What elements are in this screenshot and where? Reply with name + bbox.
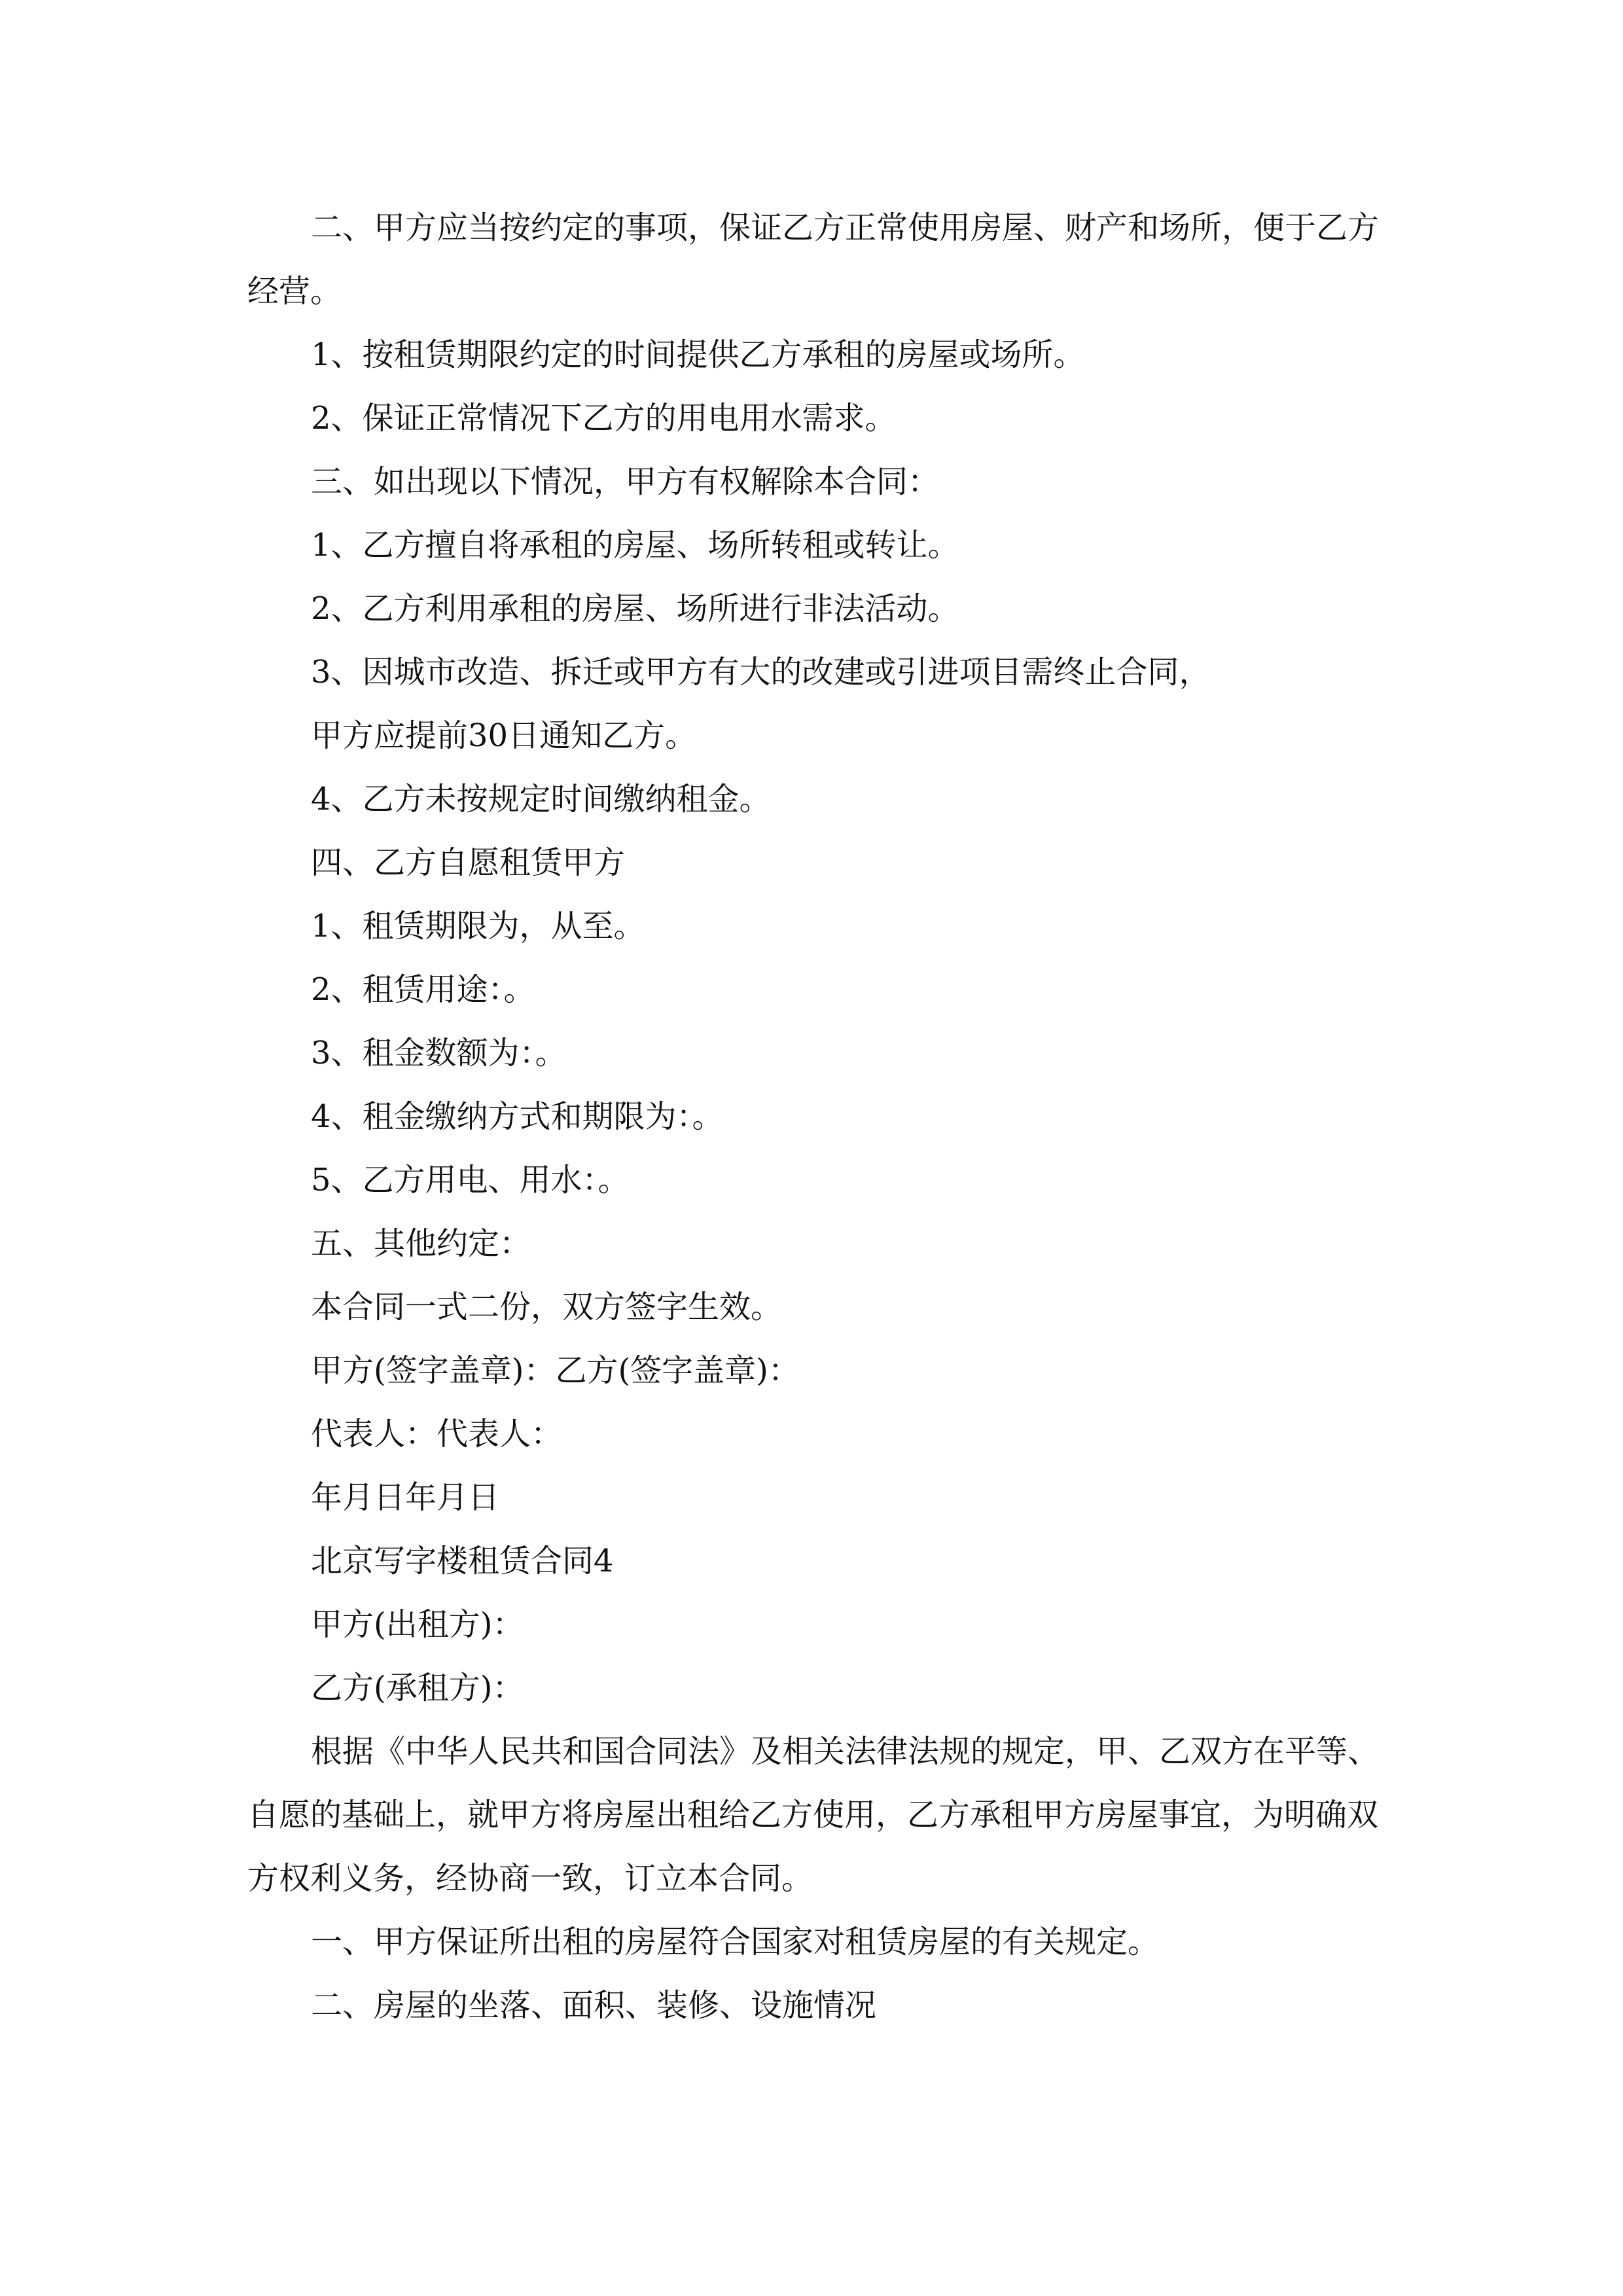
- document-body: [247, 196, 1380, 2037]
- paragraph: 二、甲方应当按约定的事项，保证乙方正常使用房屋、财产和场所，便于乙方经营。: [247, 209, 1380, 310]
- paragraph: 4、租金缴纳方式和期限为：。: [311, 1098, 724, 1135]
- paragraph: 5、乙方用电、用水：。: [311, 1162, 630, 1198]
- paragraph: 2、租赁用途：。: [311, 971, 535, 1008]
- paragraph: 代表人：代表人：: [311, 1416, 563, 1452]
- paragraph: 二、房屋的坐落、面积、装修、设施情况: [311, 1987, 877, 2024]
- paragraph: 甲方应提前30日通知乙方。: [311, 717, 697, 754]
- paragraph: 甲方(签字盖章)：乙方(签字盖章)：: [311, 1352, 800, 1389]
- paragraph: 乙方(承租方)：: [311, 1670, 524, 1706]
- paragraph: 4、乙方未按规定时间缴纳租金。: [311, 781, 771, 817]
- paragraph: 一、甲方保证所出租的房屋符合国家对租赁房屋的有关规定。: [311, 1924, 1160, 1960]
- paragraph: 根据《中华人民共和国合同法》及相关法律法规的规定，甲、乙双方在平等、自愿的基础上，就甲方将房屋出租给乙方使用，乙方承租甲方房屋事宜，为明确双方权利义务，经协商一致，订立本合同。: [247, 1733, 1380, 1897]
- paragraph: 1、乙方擅自将承租的房屋、场所转租或转让。: [311, 527, 959, 564]
- paragraph: 北京写字楼租赁合同4: [311, 1543, 614, 1579]
- paragraph: 3、因城市改造、拆迁或甲方有大的改建或引进项目需终止合同，: [311, 654, 1211, 691]
- paragraph: 三、如出现以下情况，甲方有权解除本合同：: [311, 463, 940, 500]
- paragraph: 1、租赁期限为，从至。: [311, 908, 645, 944]
- paragraph: 3、租金数额为：。: [311, 1035, 567, 1071]
- paragraph: 2、保证正常情况下乙方的用电用水需求。: [311, 400, 897, 437]
- paragraph: 2、乙方利用承租的房屋、场所进行非法活动。: [311, 590, 959, 627]
- paragraph: 本合同一式二份，双方签字生效。: [311, 1289, 783, 1325]
- paragraph: 五、其他约定：: [311, 1225, 531, 1262]
- paragraph: 1、按租赁期限约定的时间提供乙方承租的房屋或场所。: [311, 336, 1085, 373]
- paragraph: 年月日年月日: [311, 1479, 500, 1516]
- paragraph: 甲方(出租方)：: [311, 1606, 524, 1643]
- paragraph: 四、乙方自愿租赁甲方: [311, 844, 626, 881]
